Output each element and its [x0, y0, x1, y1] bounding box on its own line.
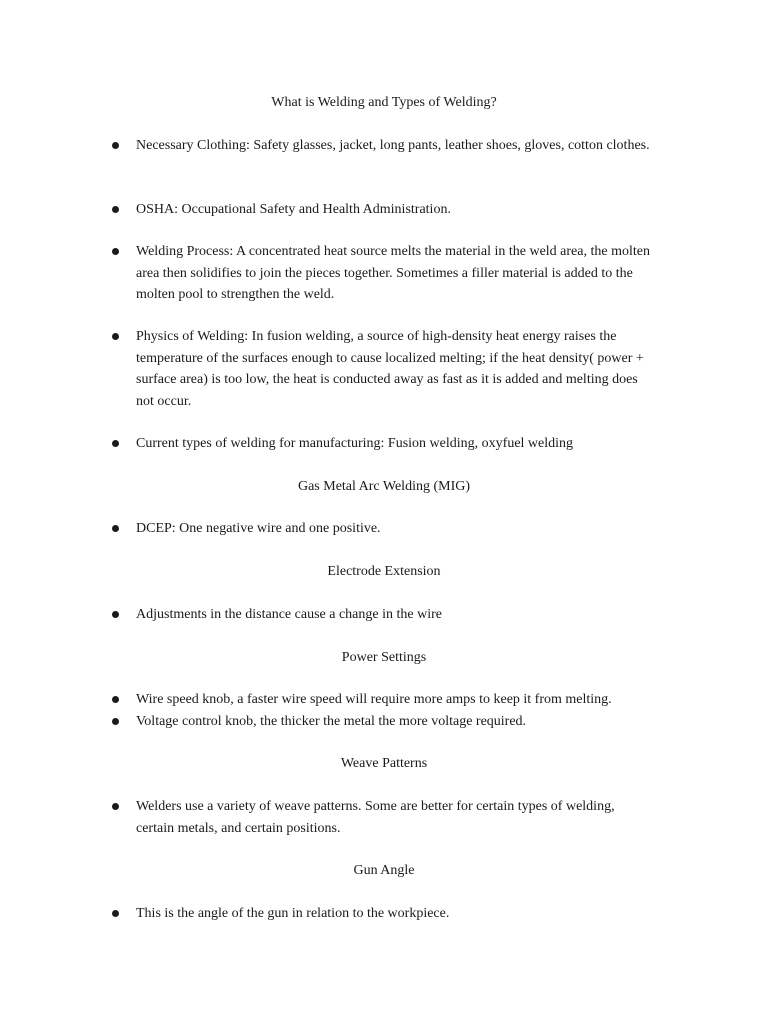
mig-list	[112, 518, 652, 540]
list-item	[112, 689, 652, 711]
bullet-icon	[112, 206, 119, 213]
list-item	[112, 711, 652, 733]
bullet-icon	[112, 333, 119, 340]
section-heading-mig: Gas Metal Arc Welding (MIG)	[297, 479, 471, 494]
list-item	[112, 903, 652, 925]
list-item	[112, 326, 652, 412]
electrode-list	[112, 604, 652, 626]
bullet-icon	[112, 803, 119, 810]
bullet-icon	[112, 910, 119, 917]
bullet-icon	[112, 440, 119, 447]
list-item-text: Voltage control knob, the thicker the metal the more voltage required.	[136, 713, 527, 729]
list-item	[112, 433, 652, 455]
section-heading-gun: Gun Angle	[353, 863, 415, 878]
power-list	[112, 689, 652, 732]
list-item-text: Adjustments in the distance cause a change in the wire	[136, 607, 442, 622]
section-1-list	[112, 241, 652, 306]
list-item-text: Welders use a variety of weave patterns. Some are better for certain types of welding, certain metals, and certain positions.	[136, 799, 615, 836]
list-item-text: Wire speed knob, a faster wire speed will require more amps to keep it from melting.	[136, 692, 612, 707]
section-1-list	[112, 135, 652, 157]
section-1-list	[112, 433, 652, 455]
bullet-icon	[112, 248, 119, 255]
list-item-text: DCEP: One negative wire and one positive.	[136, 521, 381, 536]
section-1-list	[112, 199, 652, 221]
list-item-text: Current types of welding for manufacturing: Fusion welding, oxyfuel welding	[136, 436, 574, 451]
bullet-icon	[112, 525, 119, 532]
list-item	[112, 518, 652, 540]
section-1-list	[112, 326, 652, 412]
list-item-text: Necessary Clothing: Safety glasses, jacket, long pants, leather shoes, gloves, cotton clothes.	[136, 138, 650, 153]
bullet-icon	[112, 696, 119, 703]
section-heading-electrode: Electrode Extension	[327, 564, 441, 579]
list-item	[112, 796, 652, 839]
list-item	[112, 199, 652, 221]
bullet-icon	[112, 142, 119, 149]
document-title: What is Welding and Types of Welding?	[271, 95, 497, 110]
list-item-text: Welding Process: A concentrated heat source melts the material in the weld area, the molten area then solidifies to join the pieces together. Sometimes a filler material is added to the molten pool to strengthen the weld.	[136, 244, 650, 302]
list-item	[112, 241, 652, 306]
gun-list	[112, 903, 652, 925]
section-heading-weave: Weave Patterns	[340, 756, 428, 771]
weave-list	[112, 796, 652, 839]
section-heading-power: Power Settings	[341, 650, 427, 665]
list-item-text: This is the angle of the gun in relation to the workpiece.	[136, 906, 450, 921]
list-item	[112, 135, 652, 157]
bullet-icon	[112, 611, 119, 618]
list-item-text: OSHA: Occupational Safety and Health Administration.	[136, 202, 451, 217]
list-item-text: Physics of Welding: In fusion welding, a source of high-density heat energy raises the temperature of the surfaces enough to cause localized melting; if the heat density( power + surface area) is too low, the heat is conducted away as fast as it is added and melting does not occur.	[136, 329, 644, 409]
list-item	[112, 604, 652, 626]
bullet-icon	[112, 718, 119, 725]
